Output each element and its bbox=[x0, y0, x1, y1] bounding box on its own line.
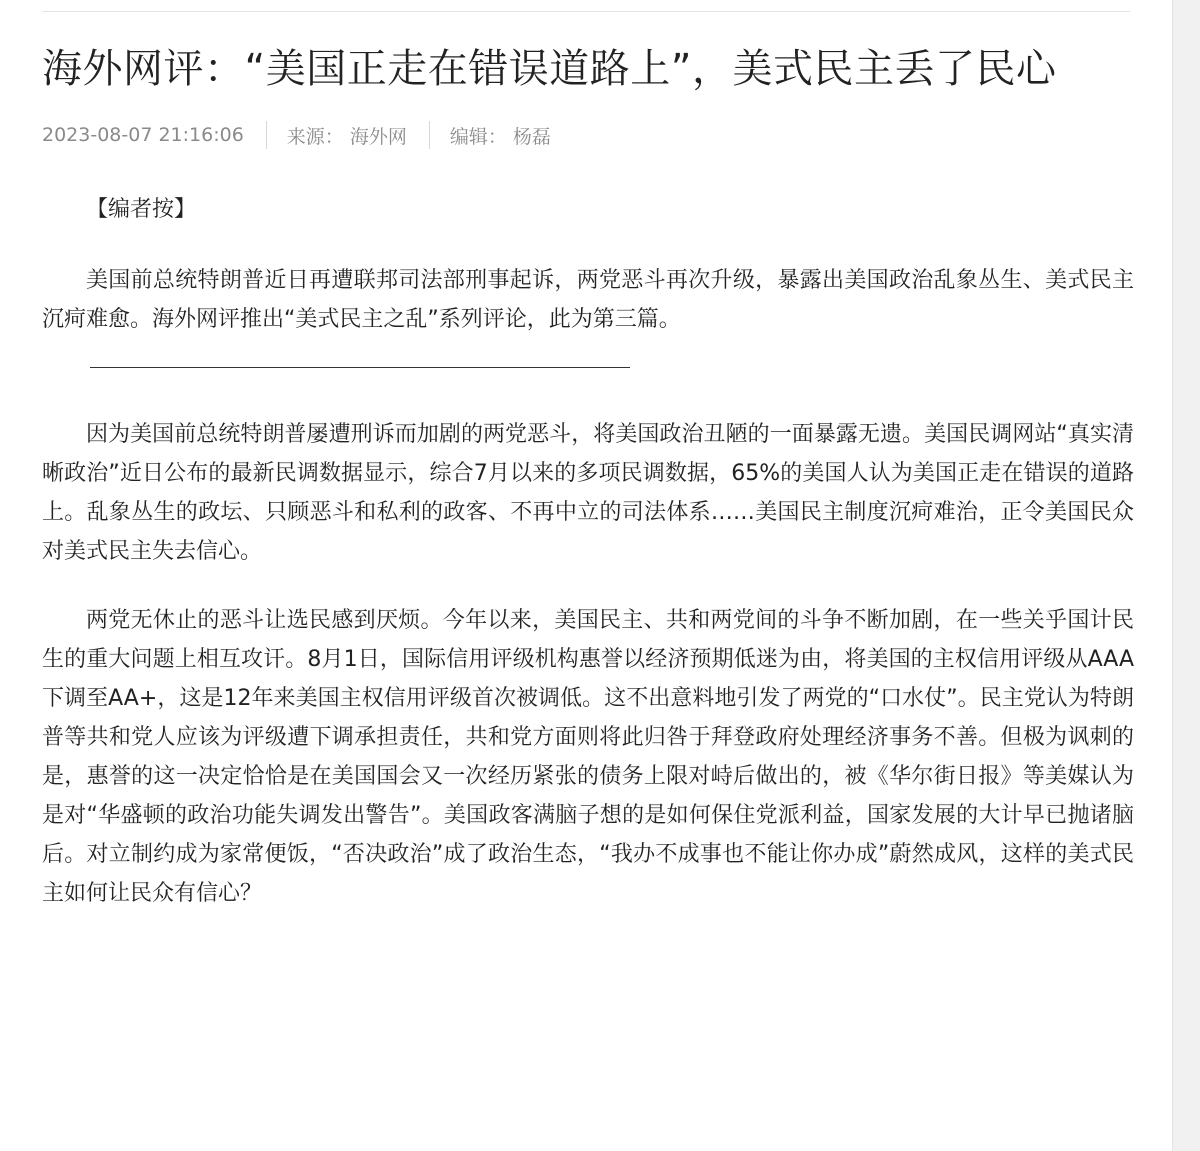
article-meta bbox=[42, 120, 551, 150]
article-body bbox=[42, 190, 1134, 913]
body-paragraph: 两党无休止的恶斗让选民感到厌烦。今年以来，美国民主、共和两党间的斗争不断加剧，在一些关乎国计民生的重大问题上相互攻讦。8月1日，国际信用评级机构惠誉以经济预期低迷为由，将美国的主权信用评级从AAA下调至AA+，这是12年来美国主权信用评级首次被调低。这不出意料地引发了两党的“口水仗”。民主党认为特朗普等共和党人应该为评级遭下调承担责任，共和党方面则将此归咎于拜登政府处理经济事务不善。但极为讽刺的是，惠誉的这一决定恰恰是在美国国会又一次经历紧张的债务上限对峙后做出的，被《华尔街日报》等美媒认为是对“华盛顿的政治功能失调发出警告”。美国政客满脑子想的是如何保住党派利益，国家发展的大计早已抛诸脑后。对立制约成为家常便饭，“否决政治”成了政治生态，“我办不成事也不能让你办成”蔚然成风，这样的美式民主如何让民众有信心？ bbox=[42, 608, 1134, 906]
editor-note-heading: 【编者按】 bbox=[86, 197, 197, 222]
editor-label: 编辑： bbox=[449, 125, 507, 148]
source-name[interactable]: 海外网 bbox=[349, 125, 407, 148]
meta-separator bbox=[266, 121, 267, 149]
section-divider bbox=[90, 367, 630, 368]
editor-name: 杨磊 bbox=[512, 125, 551, 148]
body-paragraph: 因为美国前总统特朗普屡遭刑诉而加剧的两党恶斗，将美国政治丑陋的一面暴露无遗。美国民调网站“真实清晰政治”近日公布的最新民调数据显示，综合7月以来的多项民调数据，65%的美国人认为美国正走在错误的道路上。乱象丛生的政坛、只顾恶斗和私利的政客、不再中立的司法体系……美国民主制度沉疴难治，正令美国民众对美式民主失去信心。 bbox=[42, 422, 1134, 564]
top-divider bbox=[42, 11, 1130, 12]
article-title: 海外网评：“美国正走在错误道路上”，美式民主丢了民心 bbox=[42, 46, 1057, 92]
meta-separator bbox=[429, 121, 430, 149]
editor-note-intro: 美国前总统特朗普近日再遭联邦司法部刑事起诉，两党恶斗再次升级，暴露出美国政治乱象丛生、美式民主沉疴难愈。海外网评推出“美式民主之乱”系列评论，此为第三篇。 bbox=[42, 268, 1134, 332]
publish-datetime: 2023-08-07 21:16:06 bbox=[42, 124, 244, 146]
source-label: 来源： bbox=[286, 125, 344, 148]
page-scrollbar-track[interactable] bbox=[1172, 0, 1200, 1151]
